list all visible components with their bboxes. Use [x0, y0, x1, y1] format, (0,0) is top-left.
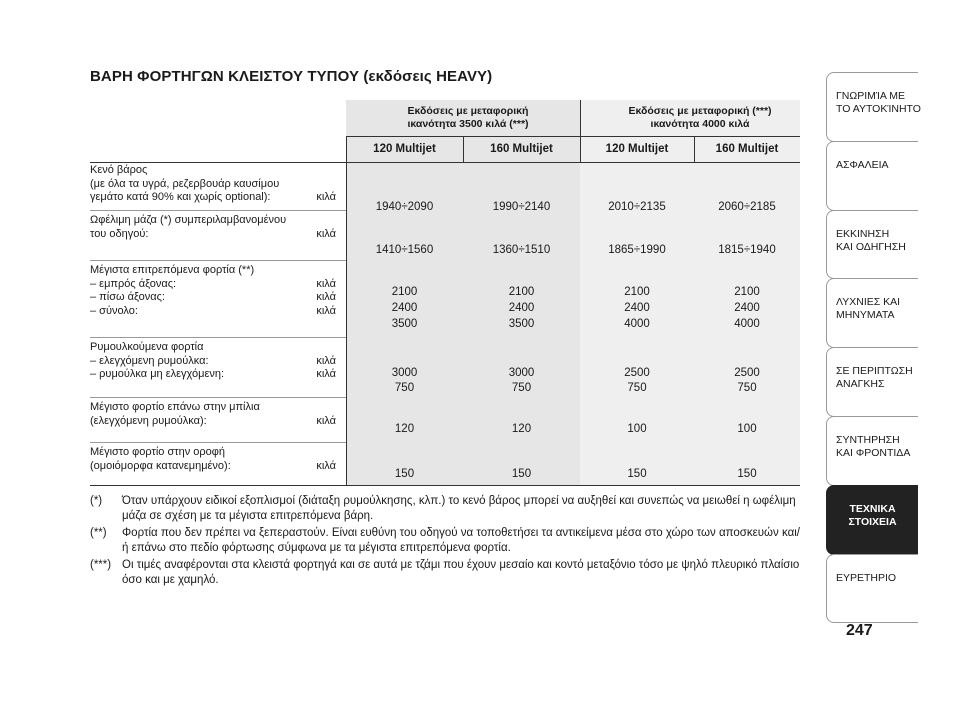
- table-cell-value: 120: [394, 423, 415, 435]
- chapter-tab[interactable]: [826, 210, 918, 280]
- row-label: [90, 214, 346, 241]
- table-cell-value: 3500: [391, 318, 418, 330]
- chapter-tab-label: ΑΝΑΓΚΗΣ: [836, 378, 885, 391]
- chapter-tab-label: ΕΚΚΙΝΗΣΗ: [836, 227, 890, 240]
- table-cell-value: 150: [511, 468, 532, 480]
- row-label-text: (ομοιόμορφα κατανεμημένο):: [90, 459, 231, 472]
- chapter-tab-label: ΓΝΩΡΙΜΊΑ ΜΕ: [836, 90, 906, 102]
- group-header-line: ικανότητα 3500 κιλά (***): [407, 118, 529, 130]
- chapter-tab-label: ΕΥΡΕΤΗΡΙΟ: [836, 571, 897, 584]
- row-label-text: Ρυμουλκούμενα φορτία: [90, 341, 204, 353]
- row-label-text: – πίσω άξονας:: [90, 291, 165, 303]
- unit-label: κιλά: [316, 191, 336, 203]
- chapter-tab-label: ΚΑΙ ΟΔΗΓΗΣΗ: [836, 240, 906, 253]
- row-label-text: – σύνολο:: [90, 304, 138, 317]
- table-cell-value: 750: [394, 382, 415, 394]
- chapter-tab[interactable]: [826, 416, 918, 486]
- row-label-text: Μέγιστο φορτίο επάνω στην μπίλια: [90, 401, 260, 413]
- table-cell-value: 4000: [624, 318, 650, 330]
- table-cell-value: 150: [737, 468, 757, 480]
- row-label-line: [90, 228, 346, 242]
- subheader-rule: [90, 162, 800, 163]
- chapter-tab-label: ΣΕ ΠΕΡΙΠΤΩΣΗ: [836, 365, 913, 378]
- chapter-tab[interactable]: [826, 278, 918, 348]
- footnote: [90, 494, 802, 523]
- row-label-line: [90, 264, 346, 278]
- weights-table: [90, 100, 800, 485]
- row-label-line: [90, 368, 346, 382]
- footnote-mark: (**): [90, 527, 107, 539]
- row-label-line: [90, 291, 346, 305]
- unit-label: κιλά: [316, 368, 336, 380]
- row-label-text: – ρυμούλκα μη ελεγχόμενη:: [90, 368, 225, 380]
- table-cell-value: 150: [627, 468, 647, 480]
- table-cell-value: 100: [627, 423, 647, 435]
- footnote-mark: (***): [90, 559, 112, 571]
- footnote-text: Οι τιμές αναφέρονται στα κλειστά φορτηγά και σε αυτά με τζάμι που έχουν μεσαίο και κοντό μεταξόνιο τόσο με ψηλό πλευρικό πλαίσιο όσο και με χαμηλό.: [122, 559, 800, 586]
- row-label-text: Κενό βάρος: [90, 164, 148, 176]
- row-separator: [90, 442, 346, 443]
- table-cell-value: 2400: [391, 302, 418, 314]
- group-header-line: Εκδόσεις με μεταφορική: [407, 105, 529, 117]
- table-cell-value: 100: [737, 423, 757, 435]
- table-cell-value: 3000: [508, 367, 535, 379]
- table-cell-value: 2400: [508, 302, 535, 314]
- row-label-text: γεμάτο κατά 90% και χωρίς optional):: [90, 191, 271, 203]
- table-cell-value: 2500: [624, 367, 650, 379]
- group-header-3500: [353, 100, 583, 136]
- chapter-tab-label: ΣΤΟΙΧΕΙΑ: [848, 515, 897, 528]
- chapter-tabs: [826, 72, 921, 622]
- column-header-160-3500: 160 Multijet: [490, 143, 553, 155]
- unit-label: κιλά: [316, 459, 336, 472]
- row-label-text: Μέγιστο φορτίο στην οροφή: [90, 446, 226, 458]
- footnote: [90, 526, 802, 555]
- row-label-line: [90, 355, 346, 369]
- row-label-line: [90, 446, 346, 460]
- row-label-text: Μέγιστα επιτρεπόμενα φορτία (**): [90, 264, 255, 276]
- chapter-tab-label: ΜΗΝΥΜΑΤΑ: [836, 309, 895, 322]
- table-cell-value: 2400: [734, 302, 760, 314]
- row-label-line: [90, 341, 346, 355]
- row-label-line: [90, 401, 346, 415]
- table-bottom-rule: [90, 485, 800, 486]
- chapter-tab-label: ΣΥΝΤΗΡΗΣΗ: [836, 433, 900, 446]
- chapter-tab[interactable]: [826, 141, 918, 211]
- unit-label: κιλά: [316, 227, 336, 240]
- table-cell-value: 1940÷2090: [375, 201, 434, 213]
- row-separator: [90, 397, 346, 398]
- row-label-line: [90, 278, 346, 292]
- row-label-line: [90, 178, 346, 192]
- row-label-line: [90, 415, 346, 429]
- chapter-tab[interactable]: [826, 347, 918, 417]
- unit-label: κιλά: [316, 304, 336, 317]
- table-cell-value: 3000: [391, 367, 418, 379]
- row-label-text: – εμπρός άξονας:: [90, 277, 177, 290]
- table-cell-value: 1865÷1990: [608, 244, 666, 256]
- column-header-160-4000: 160 Multijet: [715, 143, 779, 155]
- table-cell-value: 4000: [734, 318, 760, 330]
- unit-label: κιλά: [316, 354, 336, 367]
- table-cell-value: 3500: [508, 318, 535, 330]
- chapter-tab-label: ΤΟ ΑΥΤΟΚΊΝΗΤΟ: [836, 103, 921, 115]
- row-label-text: του οδηγού:: [90, 227, 149, 240]
- row-label: [90, 446, 346, 473]
- chapter-tab[interactable]: [826, 554, 918, 624]
- chapter-tab-label: ΤΕΧΝΙΚΑ: [849, 502, 896, 515]
- table-cell-value: 2010÷2135: [608, 201, 666, 213]
- row-label-line: [90, 164, 346, 178]
- row-label-text: (με όλα τα υγρά, ρεζερβουάρ καυσίμου: [90, 177, 280, 190]
- row-separator: [90, 210, 346, 211]
- table-cell-value: 2100: [624, 286, 650, 298]
- table-cell-value: 2400: [624, 302, 650, 314]
- footnote-text: Φορτία που δεν πρέπει να ξεπεραστούν. Είναι ευθύνη του οδηγού να τοποθετήσει τα αντικείμενα μέσα στο χώρο των αποσκευών και/ή επάνω στο πεδίο φόρτωσης σύμφωνα με τα μέγιστα επιτρεπόμενα φορτία.: [122, 527, 800, 554]
- row-label-line: [90, 214, 346, 228]
- group-header-4000: [587, 100, 813, 136]
- chapter-tab-label: ΛΥΧΝΙΕΣ ΚΑΙ: [836, 296, 901, 309]
- row-label-text: – ελεγχόμενη ρυμούλκα:: [90, 354, 209, 367]
- row-separator: [90, 260, 346, 261]
- footnotes: [90, 494, 802, 590]
- row-label-line: [90, 305, 346, 319]
- table-cell-value: 1360÷1510: [492, 244, 551, 256]
- group-header-line: Εκδόσεις με μεταφορική (***): [628, 105, 772, 117]
- table-cell-value: 2060÷2185: [718, 201, 776, 213]
- table-cell-value: 750: [737, 382, 757, 394]
- table-cell-value: 2100: [508, 286, 535, 298]
- chapter-tab-label: ΑΣΦΑΛΕΙΑ: [836, 158, 889, 171]
- row-label-text: (ελεγχόμενη ρυμούλκα):: [90, 414, 207, 427]
- table-cell-value: 120: [511, 423, 532, 435]
- row-label-line: [90, 460, 346, 474]
- footnote: [90, 558, 802, 587]
- table-cell-value: 1410÷1560: [375, 244, 434, 256]
- page-title: ΒΑΡΗ ΦΟΡΤΗΓΩΝ ΚΛΕΙΣΤΟΥ ΤΥΠΟΥ (εκδόσεις HEAVY): [90, 68, 493, 85]
- unit-label: κιλά: [316, 277, 336, 290]
- row-label-text: Ωφέλιμη μάζα (*) συμπεριλαμβανομένου: [90, 214, 287, 226]
- table-cell-value: 750: [511, 382, 532, 394]
- chapter-tab-label: ΚΑΙ ΦΡΟΝΤΙΔΑ: [836, 446, 911, 459]
- group-header-line: ικανότητα 4000 κιλά: [650, 118, 750, 130]
- row-label-line: [90, 191, 346, 205]
- unit-label: κιλά: [316, 414, 336, 427]
- table-cell-value: 2500: [734, 367, 760, 379]
- footnote-mark: (*): [90, 495, 103, 507]
- unit-label: κιλά: [316, 291, 336, 303]
- footnote-text: Όταν υπάρχουν ειδικοί εξοπλισμοί (διάταξη ρυμούλκησης, κλπ.) το κενό βάρος μπορεί να αυξηθεί και συνεπώς να μειωθεί η ωφέλιμη μάζα σε σχέση με τα μέγιστα επιτρεπόμενα βάρη.: [122, 495, 796, 522]
- row-label: [90, 264, 346, 318]
- table-cell-value: 1990÷2140: [492, 201, 551, 213]
- page-number: 247: [846, 622, 873, 639]
- table-cell-value: 750: [627, 382, 647, 394]
- chapter-tab[interactable]: [826, 485, 918, 555]
- row-label: [90, 341, 346, 382]
- row-label: [90, 164, 346, 205]
- table-cell-value: 1815÷1940: [718, 244, 776, 256]
- row-label: [90, 401, 346, 428]
- column-header-120-4000: 120 Multijet: [605, 143, 669, 155]
- chapter-tab[interactable]: [826, 72, 921, 142]
- table-cell-value: 2100: [391, 286, 418, 298]
- row-separator: [90, 337, 346, 338]
- header-rule: [346, 136, 800, 137]
- column-header-120-3500: 120 Multijet: [373, 143, 436, 155]
- table-cell-value: 2100: [734, 286, 760, 298]
- table-cell-value: 150: [394, 468, 415, 480]
